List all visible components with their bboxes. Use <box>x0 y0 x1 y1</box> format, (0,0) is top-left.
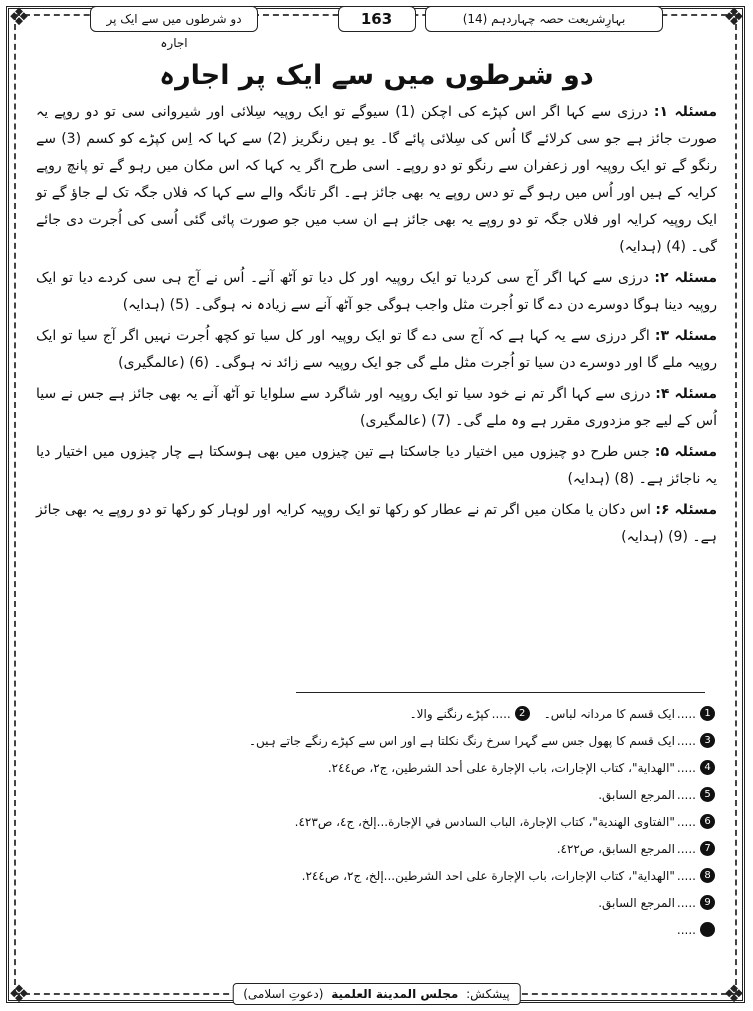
footnote-item: ..... <box>40 916 715 943</box>
footnote-item: 8 ..... "الهداية"، كتاب الإجارات، باب الإجارة على احد الشرطين...إلخ، ج٢، ص٢٤٤. <box>40 862 715 889</box>
masala-paragraph <box>36 99 717 261</box>
footnote-item: 7 ..... المرجع السابق، ص٤٢٢. <box>40 835 715 862</box>
masala-label: مسئلہ ۴: <box>655 386 717 402</box>
footnote-number: 3 <box>700 733 715 748</box>
footnote-number: 5 <box>700 787 715 802</box>
corner-ornament-icon: ❖ <box>723 3 745 31</box>
footnote-text: کپڑے رنگنے والا۔ <box>409 706 490 721</box>
footnote-text: المرجع السابق. <box>598 787 675 802</box>
masala-paragraph <box>36 265 717 319</box>
footnote-item: 5 ..... المرجع السابق. <box>40 781 715 808</box>
footnote-text: "الهداية"، كتاب الإجارات، باب الإجارة على احد الشرطين...إلخ، ج٢، ص٢٤٤. <box>301 868 675 883</box>
chapter-title: دو شرطوں میں سے ایک پر اجارہ <box>90 6 258 32</box>
footer-suffix: (دعوتِ اسلامی) <box>243 987 324 1001</box>
page-footer <box>232 983 521 1005</box>
footnote-number: 2 <box>515 706 530 721</box>
masala-label: مسئلہ ۱: <box>653 104 718 120</box>
corner-ornament-icon: ❖ <box>723 980 745 1008</box>
footnote-text: "الفتاوى الهندية"، كتاب الإجارة، الباب السادس في الإجارة...إلخ، ج٤، ص٤٢٣. <box>294 814 675 829</box>
masala-paragraph <box>36 323 717 377</box>
corner-ornament-icon: ❖ <box>8 3 30 31</box>
footnote-text: المرجع السابق. <box>598 895 675 910</box>
footnote-number <box>700 922 715 937</box>
footnote-number: 6 <box>700 814 715 829</box>
masala-text: درزی سے کہا اگر تم نے خود سیا تو ایک روپیہ اور شاگرد سے سلوایا تو آٹھ آنے یہ بھی جائز ہے جس نے سیا اُس کے لیے جو مزدوری مقرر ہے وہ ملے گی۔ (7) (عالمگیری) <box>36 386 717 429</box>
masala-text: اگر درزی سے یہ کہا ہے کہ آج سی دے گا تو ایک روپیہ اور کل سیا تو کچھ اُجرت نہیں اگر آج سیا تو ایک روپیہ ملے گا اور دوسرے دن سیا تو اُجرت مثل ملے گی جو ایک روپیہ سے زائد نہ ہوگی۔ (6) (عالمگیری) <box>36 328 717 371</box>
masala-label: مسئلہ ۶: <box>655 502 718 518</box>
footnotes <box>40 700 715 943</box>
footnote-text: ایک قسم کا پھول جس سے گہرا سرخ رنگ نکلتا ہے اور اس سے کپڑے رنگے جاتے ہیں۔ <box>248 733 675 748</box>
masala-text: درزی سے کہا اگر آج سی کردیا تو ایک روپیہ اور کل دیا تو آٹھ آنے۔ اُس نے آج ہی سی کردے دیا تو ایک روپیہ دینا ہوگا دوسرے دن دے گا تو اُجرت مثل واجب ہوگی جو آٹھ آنے سے زیادہ نہ ہوگی۔ (5) (ہدایہ) <box>36 270 717 313</box>
footnote-text: ایک قسم کا مردانہ لباس۔ <box>543 706 675 721</box>
footnote-item: 4 ..... "الهداية"، كتاب الإجارات، باب الإجارة على أحد الشرطين، ج٢، ص٢٤٤. <box>40 754 715 781</box>
footnote-number: 9 <box>700 895 715 910</box>
page-title: دو شرطوں میں سے ایک پر اجارہ <box>159 60 594 91</box>
footnote-number: 4 <box>700 760 715 775</box>
masala-text: اس دکان یا مکان میں اگر تم نے عطار کو رکھا تو ایک روپیہ کرایہ اور لوہار کو رکھا تو دو روپے یہ بھی جائز ہے۔ (9) (ہدایہ) <box>36 502 717 545</box>
footnote-divider <box>296 692 705 693</box>
footnote-number: 8 <box>700 868 715 883</box>
masala-label: مسئلہ ۲: <box>654 270 718 286</box>
footnote-text: "الهداية"، كتاب الإجارات، باب الإجارة على أحد الشرطين، ج٢، ص٢٤٤. <box>327 760 675 775</box>
footnote-text: المرجع السابق، ص٤٢٢. <box>556 841 675 856</box>
page-header <box>90 6 663 50</box>
footnote-item: 9 ..... المرجع السابق. <box>40 889 715 916</box>
publisher-name: مجلس المدينة العلمية <box>331 987 459 1001</box>
footnote-item: 1 ..... ایک قسم کا مردانہ لباس۔ 2 ..... کپڑے رنگنے والا۔ <box>40 700 715 727</box>
footnote-item: 3 ..... ایک قسم کا پھول جس سے گہرا سرخ رنگ نکلتا ہے اور اس سے کپڑے رنگے جاتے ہیں۔ <box>40 727 715 754</box>
masala-label: مسئلہ ۳: <box>654 328 718 344</box>
footnote-item: 6 ..... "الفتاوى الهندية"، كتاب الإجارة، الباب السادس في الإجارة...إلخ، ج٤، ص٤٢٣. <box>40 808 715 835</box>
main-content <box>36 60 717 551</box>
masala-paragraph <box>36 381 717 435</box>
footnote-number: 7 <box>700 841 715 856</box>
footer-prefix: پیشکش: <box>466 987 510 1001</box>
corner-ornament-icon: ❖ <box>8 980 30 1008</box>
footnote-number: 1 <box>700 706 715 721</box>
masala-paragraph <box>36 439 717 493</box>
masala-text: جس طرح دو چیزوں میں اختیار دیا جاسکتا ہے تین چیزوں میں بھی ہوسکتا ہے چار چیزوں میں اختیار دیا یہ ناجائز ہے۔ (8) (ہدایہ) <box>36 444 717 487</box>
masala-label: مسئلہ ۵: <box>654 444 718 460</box>
masala-paragraph <box>36 497 717 551</box>
masala-text: درزی سے کہا اگر اس کپڑے کی اچکن (1) سیوگے تو ایک روپیہ سِلائی اور شیروانی سی تو دو روپے یہ صورت جائز ہے جو سی کرلائے گا اُس کی سِلائی پائے گا۔ یو ہیں رنگریز (2) سے کہا کہ اِس کپڑے کو کسم (3) سے رنگو گے تو ایک روپیہ اور زعفران سے رنگو تو دو روپے۔ اسی طرح اگر یہ کہا کہ اس مکان میں رہو گے تو پانچ روپے کرایہ کے ہیں اور اُس میں رہو گے تو دس روپے یہ بھی جائز ہے۔ اگر تانگہ والے سے کہا کہ فلاں جگہ تک لے جاؤ گے تو ایک روپیہ کرایہ اور فلاں جگہ تو دو روپے یہ بھی جائز ہے ان سب میں جو صورت پائی گئی اُسی کی اُجرت دی جائے گی۔ (4) (ہدایہ) <box>36 104 717 255</box>
book-title: بہارِشریعت حصہ چہاردہم (14) <box>425 6 663 32</box>
page-number: 163 <box>338 6 416 32</box>
